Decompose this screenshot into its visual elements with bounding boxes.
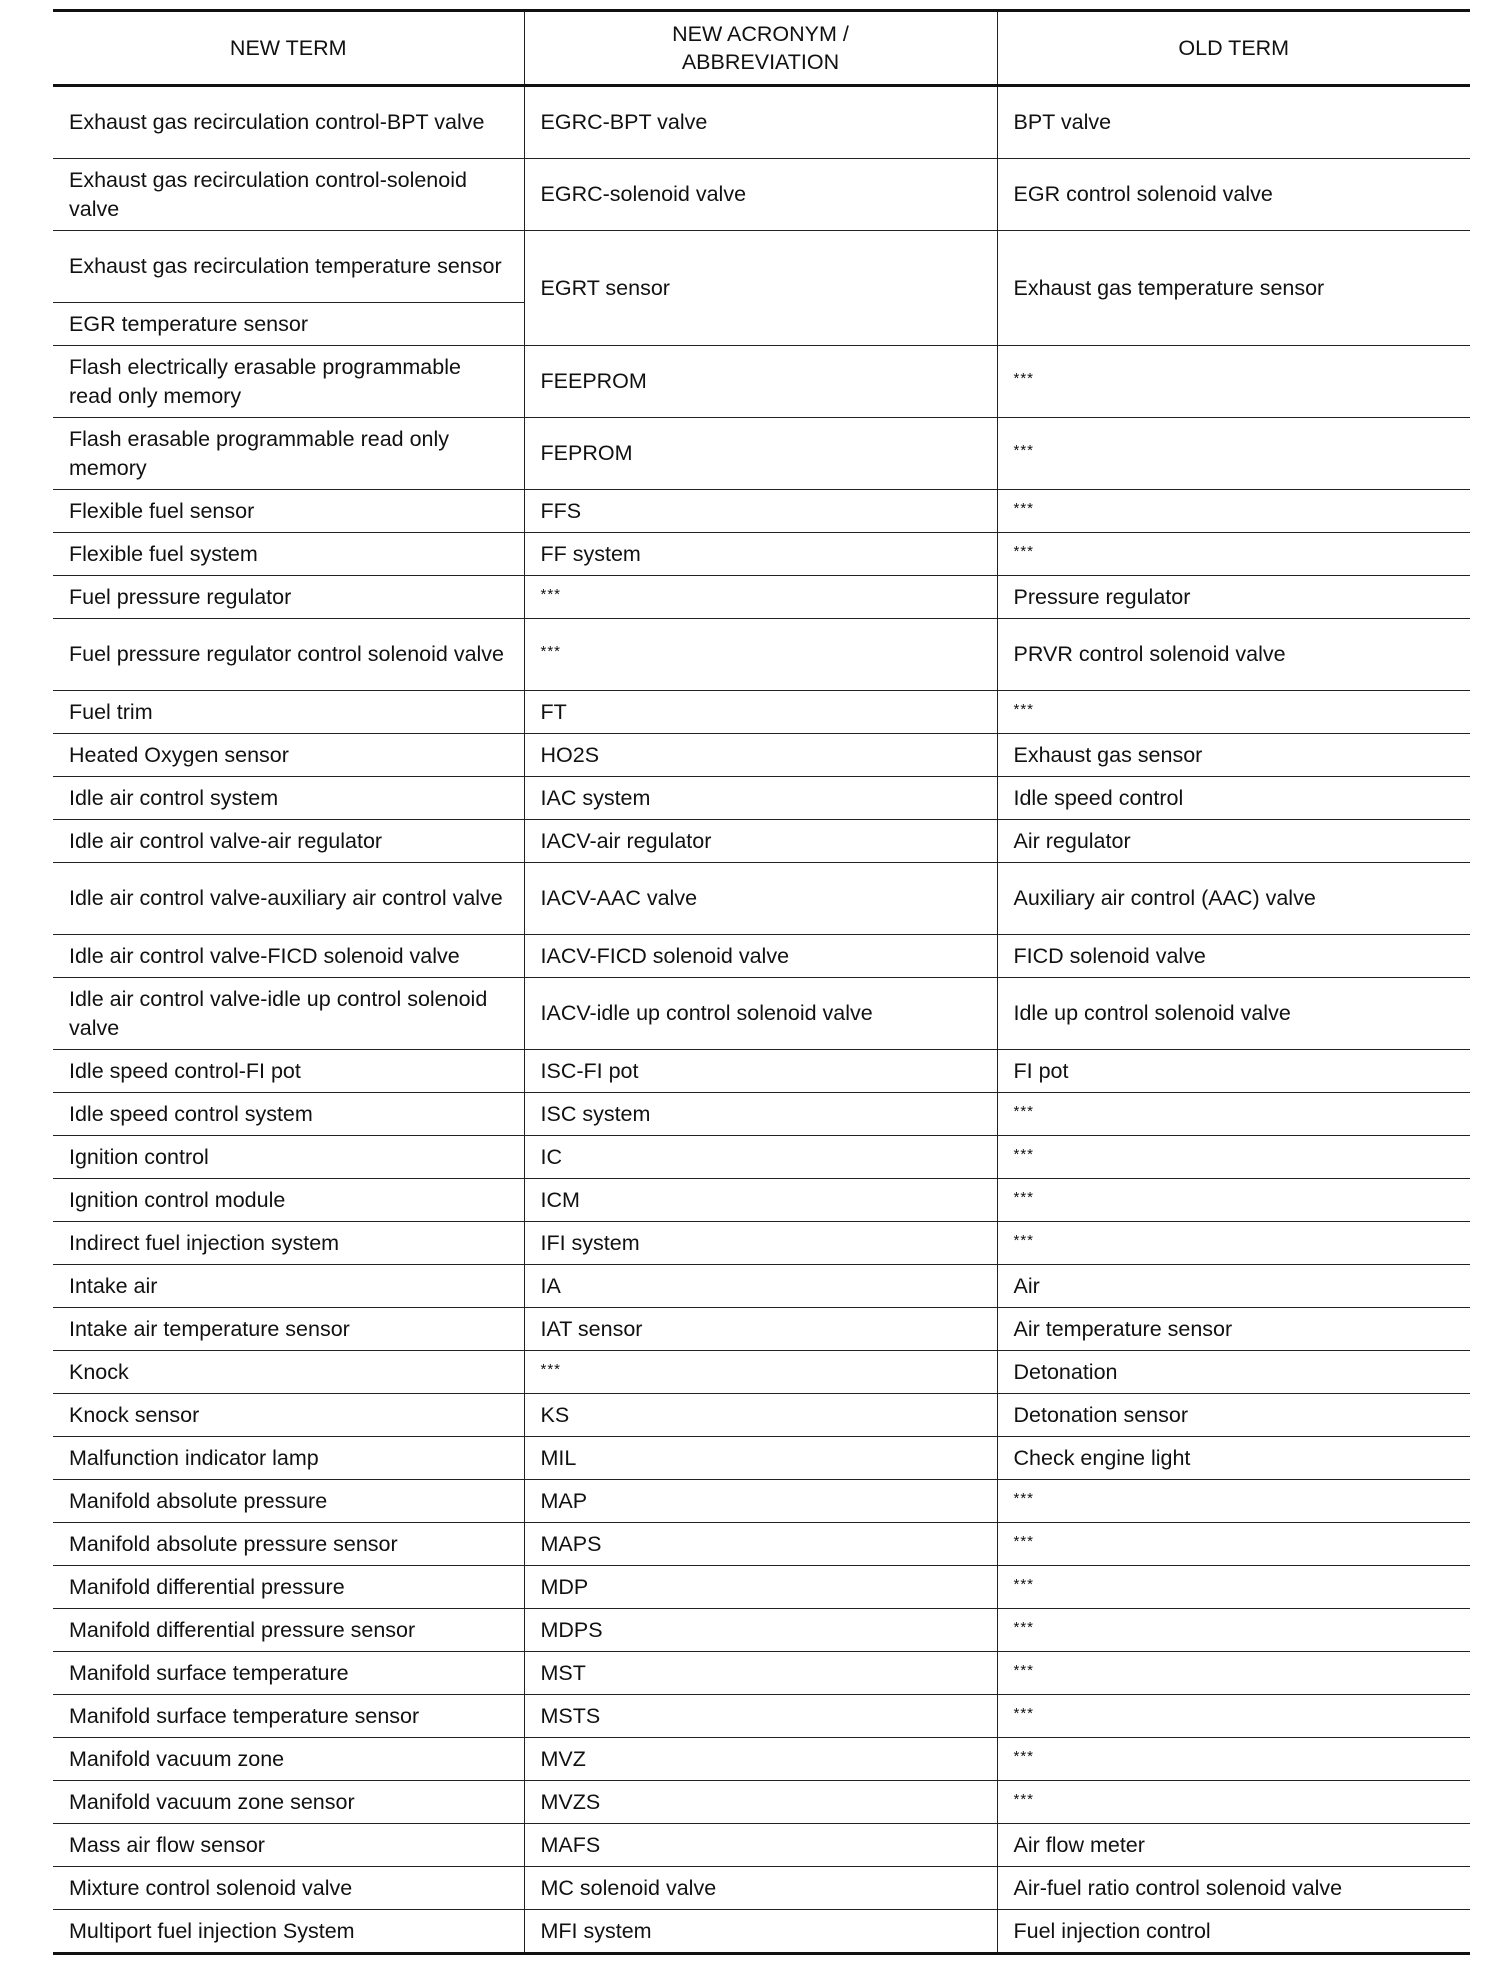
table-row <box>53 490 1470 533</box>
cell-text: Idle air control valve-auxiliary air control valve <box>69 886 503 910</box>
cell-old-term <box>997 418 1470 490</box>
cell-text: Manifold vacuum zone sensor <box>69 1789 355 1814</box>
table-row <box>53 1566 1470 1609</box>
empty-marker: *** <box>1013 1618 1035 1636</box>
table-row <box>53 619 1470 691</box>
cell-acronym <box>524 1480 997 1523</box>
cell-acronym <box>524 576 997 619</box>
cell-text: IAC system <box>540 785 651 810</box>
cell-old-term <box>997 1265 1470 1308</box>
cell-old-term <box>997 1824 1470 1867</box>
cell-acronym <box>524 1050 997 1093</box>
cell-new-term <box>53 576 524 619</box>
table-row <box>53 1652 1470 1695</box>
cell-text: Flexible fuel system <box>69 541 258 566</box>
cell-text: FEPROM <box>540 441 633 465</box>
empty-marker: *** <box>1013 1188 1035 1206</box>
cell-text: Knock sensor <box>69 1402 200 1427</box>
cell-text: EGR temperature sensor <box>69 311 308 336</box>
cell-text: Exhaust gas recirculation control-solenoid valve <box>69 167 467 221</box>
cell-text: Manifold surface temperature sensor <box>69 1703 420 1728</box>
cell-new-term <box>53 1695 524 1738</box>
cell-old-term <box>997 533 1470 576</box>
cell-acronym <box>524 346 997 418</box>
cell-text: Idle speed control system <box>69 1101 313 1126</box>
cell-old-term <box>997 978 1470 1050</box>
cell-text: Pressure regulator <box>1013 584 1191 609</box>
cell-text: Idle air control valve-idle up control solenoid valve <box>69 986 488 1040</box>
cell-text: MVZ <box>540 1746 586 1771</box>
cell-old-term <box>997 1351 1470 1394</box>
cell-text: ISC system <box>540 1101 651 1126</box>
table-body <box>53 86 1470 1954</box>
cell-text: Manifold differential pressure sensor <box>69 1617 416 1642</box>
cell-old-term <box>997 1394 1470 1437</box>
cell-text: Exhaust gas recirculation temperature sensor <box>69 254 502 278</box>
cell-new-term <box>53 863 524 935</box>
table-row <box>53 1437 1470 1480</box>
table-row <box>53 86 1470 159</box>
cell-acronym <box>524 1695 997 1738</box>
cell-text: KS <box>540 1402 570 1427</box>
cell-old-term <box>997 691 1470 734</box>
table-row <box>53 1910 1470 1954</box>
cell-old-term <box>997 935 1470 978</box>
cell-text: FEEPROM <box>540 369 647 393</box>
cell-acronym <box>524 1867 997 1910</box>
cell-text: MAPS <box>540 1531 602 1556</box>
cell-acronym <box>524 1738 997 1781</box>
cell-acronym <box>524 1824 997 1867</box>
cell-text: MIL <box>540 1445 577 1470</box>
cell-new-term <box>53 777 524 820</box>
cell-old-term <box>997 576 1470 619</box>
cell-text: FT <box>540 699 567 724</box>
empty-marker: *** <box>540 1360 562 1378</box>
cell-text: Auxiliary air control (AAC) valve <box>1013 886 1316 910</box>
cell-text: Malfunction indicator lamp <box>69 1445 319 1470</box>
cell-text: Flash electrically erasable programmable read only memory <box>69 354 461 408</box>
cell-acronym <box>524 978 997 1050</box>
cell-new-term <box>53 1523 524 1566</box>
table-row <box>53 1867 1470 1910</box>
table-row <box>53 1136 1470 1179</box>
cell-new-term <box>53 1050 524 1093</box>
empty-marker: *** <box>1013 1790 1035 1808</box>
cell-new-term <box>53 1394 524 1437</box>
cell-old-term <box>997 490 1470 533</box>
table-row <box>53 1093 1470 1136</box>
cell-text: Manifold surface temperature <box>69 1660 349 1685</box>
empty-marker: *** <box>540 585 562 603</box>
cell-acronym <box>524 619 997 691</box>
cell-text: Exhaust gas sensor <box>1013 742 1203 767</box>
table-row <box>53 978 1470 1050</box>
cell-text: Intake air <box>69 1273 158 1298</box>
cell-text: Idle air control valve-air regulator <box>69 828 383 853</box>
header-new-term: NEW TERM <box>53 11 524 86</box>
cell-text: Idle speed control-FI pot <box>69 1058 301 1083</box>
empty-marker: *** <box>1013 1532 1035 1550</box>
cell-acronym <box>524 1652 997 1695</box>
cell-text: Idle speed control <box>1013 785 1184 810</box>
cell-old-term <box>997 863 1470 935</box>
cell-text: Mixture control solenoid valve <box>69 1875 353 1900</box>
cell-acronym <box>524 1093 997 1136</box>
cell-text: MDP <box>540 1574 589 1599</box>
table-row <box>53 1824 1470 1867</box>
cell-old-term <box>997 1652 1470 1695</box>
cell-old-term <box>997 1179 1470 1222</box>
cell-old-term <box>997 86 1470 159</box>
cell-acronym <box>524 1523 997 1566</box>
cell-text: Detonation <box>1013 1359 1118 1384</box>
cell-new-term <box>53 734 524 777</box>
cell-new-term <box>53 1652 524 1695</box>
cell-old-term <box>997 159 1470 231</box>
table-row <box>53 1351 1470 1394</box>
header-row <box>53 11 1470 86</box>
cell-acronym <box>524 1437 997 1480</box>
cell-acronym <box>524 777 997 820</box>
cell-acronym <box>524 1910 997 1954</box>
table-row <box>53 734 1470 777</box>
cell-old-term <box>997 1609 1470 1652</box>
cell-new-term <box>53 1222 524 1265</box>
empty-marker: *** <box>1013 700 1035 718</box>
cell-acronym <box>524 691 997 734</box>
cell-text: Ignition control <box>69 1144 209 1169</box>
cell-text: IA <box>540 1273 561 1298</box>
empty-marker: *** <box>1013 1747 1035 1765</box>
header-new-acronym <box>524 11 997 86</box>
cell-text: MAP <box>540 1488 588 1513</box>
cell-text: Air regulator <box>1013 828 1131 853</box>
table-row <box>53 576 1470 619</box>
cell-text: FFS <box>540 498 582 523</box>
cell-old-term <box>997 1308 1470 1351</box>
cell-text: MSTS <box>540 1703 601 1728</box>
table-row <box>53 1738 1470 1781</box>
cell-text: IFI system <box>540 1230 640 1255</box>
cell-text: Exhaust gas temperature sensor <box>1013 275 1325 300</box>
empty-marker: *** <box>1013 1661 1035 1679</box>
cell-text: Fuel injection control <box>1013 1918 1211 1943</box>
cell-acronym <box>524 86 997 159</box>
cell-text: Multiport fuel injection System <box>69 1918 355 1943</box>
cell-text: ISC-FI pot <box>540 1058 639 1083</box>
cell-text: FICD solenoid valve <box>1013 943 1206 968</box>
table-row <box>53 1523 1470 1566</box>
cell-acronym <box>524 490 997 533</box>
cell-new-term <box>53 935 524 978</box>
cell-new-term <box>53 86 524 159</box>
table-row <box>53 863 1470 935</box>
cell-text: EGRC-BPT valve <box>540 110 708 134</box>
empty-marker: *** <box>1013 499 1035 517</box>
cell-old-term <box>997 346 1470 418</box>
cell-text: Manifold absolute pressure sensor <box>69 1531 398 1556</box>
cell-acronym <box>524 1609 997 1652</box>
cell-new-term <box>53 1738 524 1781</box>
table-row <box>53 1695 1470 1738</box>
cell-new-term <box>53 231 524 303</box>
cell-text: EGRC-solenoid valve <box>540 182 747 206</box>
cell-new-term <box>53 691 524 734</box>
cell-new-term <box>53 1910 524 1954</box>
terminology-table <box>53 9 1470 1955</box>
table-row <box>53 231 1470 303</box>
cell-text: Detonation sensor <box>1013 1402 1188 1427</box>
cell-old-term <box>997 1695 1470 1738</box>
cell-text: BPT valve <box>1013 110 1112 134</box>
table-row <box>53 1480 1470 1523</box>
cell-acronym <box>524 734 997 777</box>
cell-new-term <box>53 1480 524 1523</box>
cell-text: Check engine light <box>1013 1445 1191 1470</box>
cell-text: Heated Oxygen sensor <box>69 742 289 767</box>
cell-acronym <box>524 1222 997 1265</box>
empty-marker: *** <box>1013 1231 1035 1249</box>
empty-marker: *** <box>1013 1489 1035 1507</box>
cell-new-term <box>53 1867 524 1910</box>
cell-acronym <box>524 1265 997 1308</box>
cell-new-term <box>53 490 524 533</box>
empty-marker: *** <box>540 643 562 660</box>
cell-acronym <box>524 533 997 576</box>
cell-acronym <box>524 863 997 935</box>
cell-text: Manifold vacuum zone <box>69 1746 285 1771</box>
table-row <box>53 691 1470 734</box>
cell-text: Manifold differential pressure <box>69 1574 345 1599</box>
cell-text: IACV-FICD solenoid valve <box>540 943 790 968</box>
cell-text: Idle air control valve-FICD solenoid valve <box>69 943 460 968</box>
cell-old-term <box>997 619 1470 691</box>
table-row <box>53 935 1470 978</box>
cell-acronym <box>524 159 997 231</box>
table-row <box>53 777 1470 820</box>
cell-old-term <box>997 1136 1470 1179</box>
cell-acronym <box>524 820 997 863</box>
cell-text: Intake air temperature sensor <box>69 1316 350 1341</box>
cell-new-term <box>53 1781 524 1824</box>
cell-new-term <box>53 820 524 863</box>
cell-text: PRVR control solenoid valve <box>1013 642 1286 666</box>
cell-old-term <box>997 1093 1470 1136</box>
table-row <box>53 533 1470 576</box>
cell-text: Air-fuel ratio control solenoid valve <box>1013 1875 1343 1900</box>
cell-text: Knock <box>69 1359 129 1384</box>
cell-text: MAFS <box>540 1832 601 1857</box>
cell-new-term <box>53 418 524 490</box>
cell-old-term <box>997 231 1470 346</box>
cell-old-term <box>997 1566 1470 1609</box>
cell-new-term <box>53 1265 524 1308</box>
cell-acronym <box>524 1781 997 1824</box>
cell-text: MDPS <box>540 1617 603 1642</box>
cell-new-term <box>53 1136 524 1179</box>
cell-new-term <box>53 1609 524 1652</box>
cell-old-term <box>997 1910 1470 1954</box>
table-row <box>53 418 1470 490</box>
cell-text: FF system <box>540 541 641 566</box>
cell-text: Mass air flow sensor <box>69 1832 265 1857</box>
cell-acronym <box>524 1351 997 1394</box>
cell-old-term <box>997 1781 1470 1824</box>
table-row <box>53 1781 1470 1824</box>
header-new-acronym-text: NEW ACRONYM / ABBREVIATION <box>672 22 849 74</box>
cell-text: ICM <box>540 1187 580 1212</box>
cell-new-term <box>53 1824 524 1867</box>
cell-acronym <box>524 935 997 978</box>
cell-text: Flexible fuel sensor <box>69 498 255 523</box>
cell-text: Fuel trim <box>69 699 153 724</box>
cell-text: Manifold absolute pressure <box>69 1488 328 1513</box>
table-row <box>53 1609 1470 1652</box>
empty-marker: *** <box>1013 442 1035 459</box>
cell-new-term <box>53 978 524 1050</box>
cell-text: EGR control solenoid valve <box>1013 182 1273 206</box>
cell-text: Idle up control solenoid valve <box>1013 1001 1291 1025</box>
cell-acronym <box>524 1179 997 1222</box>
empty-marker: *** <box>1013 542 1035 560</box>
cell-new-term <box>53 619 524 691</box>
cell-text: Flash erasable programmable read only memory <box>69 426 450 480</box>
table-row <box>53 1179 1470 1222</box>
cell-text: Air <box>1013 1273 1040 1298</box>
cell-text: IC <box>540 1144 562 1169</box>
cell-text: Exhaust gas recirculation control-BPT valve <box>69 110 485 134</box>
cell-new-term <box>53 1179 524 1222</box>
table-row <box>53 159 1470 231</box>
cell-text: IACV-AAC valve <box>540 886 698 910</box>
cell-text: Air temperature sensor <box>1013 1316 1233 1341</box>
cell-new-term-alt <box>53 303 524 346</box>
cell-new-term <box>53 1308 524 1351</box>
empty-marker: *** <box>1013 370 1035 387</box>
cell-old-term <box>997 820 1470 863</box>
table-row <box>53 1222 1470 1265</box>
cell-acronym <box>524 231 997 346</box>
cell-text: Fuel pressure regulator control solenoid valve <box>69 642 505 666</box>
cell-new-term <box>53 346 524 418</box>
cell-old-term <box>997 1738 1470 1781</box>
cell-text: IACV-idle up control solenoid valve <box>540 1001 873 1025</box>
cell-old-term <box>997 1437 1470 1480</box>
cell-old-term <box>997 1050 1470 1093</box>
cell-text: Indirect fuel injection system <box>69 1230 340 1255</box>
cell-acronym <box>524 1394 997 1437</box>
table-row <box>53 1394 1470 1437</box>
cell-text: MVZS <box>540 1789 601 1814</box>
table-row <box>53 1050 1470 1093</box>
cell-new-term <box>53 1437 524 1480</box>
cell-old-term <box>997 1867 1470 1910</box>
cell-text: Ignition control module <box>69 1187 286 1212</box>
cell-acronym <box>524 1136 997 1179</box>
cell-text: IACV-air regulator <box>540 828 712 853</box>
table-row <box>53 820 1470 863</box>
cell-text: MC solenoid valve <box>540 1875 717 1900</box>
cell-text: IAT sensor <box>540 1316 643 1341</box>
cell-old-term <box>997 1480 1470 1523</box>
cell-text: Fuel pressure regulator <box>69 584 292 609</box>
cell-text: Idle air control system <box>69 785 279 810</box>
cell-new-term <box>53 1351 524 1394</box>
table-row <box>53 1265 1470 1308</box>
cell-acronym <box>524 418 997 490</box>
cell-old-term <box>997 1222 1470 1265</box>
cell-old-term <box>997 734 1470 777</box>
cell-text: MST <box>540 1660 586 1685</box>
cell-acronym <box>524 1566 997 1609</box>
empty-marker: *** <box>1013 1145 1035 1163</box>
cell-new-term <box>53 159 524 231</box>
cell-new-term <box>53 533 524 576</box>
table-row <box>53 346 1470 418</box>
cell-text: FI pot <box>1013 1058 1069 1083</box>
cell-text: EGRT sensor <box>540 275 670 300</box>
cell-text: Air flow meter <box>1013 1832 1145 1857</box>
empty-marker: *** <box>1013 1704 1035 1722</box>
empty-marker: *** <box>1013 1102 1035 1120</box>
cell-acronym <box>524 1308 997 1351</box>
empty-marker: *** <box>1013 1575 1035 1593</box>
header-old-term: OLD TERM <box>997 11 1470 86</box>
cell-old-term <box>997 777 1470 820</box>
cell-old-term <box>997 1523 1470 1566</box>
table-row <box>53 1308 1470 1351</box>
cell-new-term <box>53 1566 524 1609</box>
cell-new-term <box>53 1093 524 1136</box>
cell-text: MFI system <box>540 1918 652 1943</box>
cell-text: HO2S <box>540 742 600 767</box>
